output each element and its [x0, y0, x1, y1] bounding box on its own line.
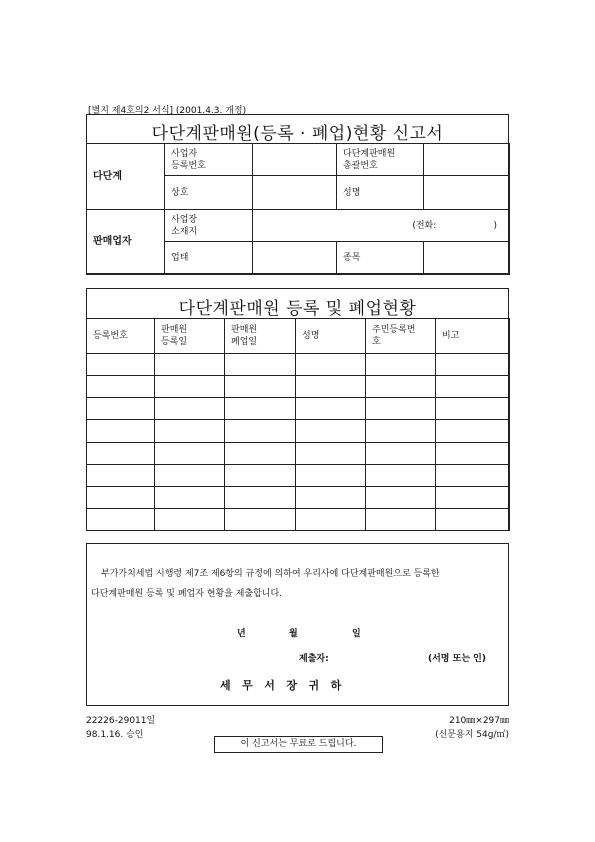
table-row [87, 464, 510, 486]
cell[interactable] [296, 508, 366, 530]
header-remarks: 비고 [436, 319, 510, 354]
seller-info-table [86, 143, 510, 275]
cell[interactable] [436, 398, 510, 420]
date-year-label: 년 [237, 629, 246, 639]
label-name: 성명 [337, 176, 424, 210]
label-seller-total-no: 다단계판매원 총괄번호 [337, 144, 424, 176]
cell[interactable] [436, 376, 510, 398]
cell[interactable] [296, 486, 366, 508]
value-item[interactable] [424, 242, 510, 275]
cell[interactable] [225, 376, 296, 398]
value-business-type[interactable] [253, 242, 337, 275]
table-row [87, 376, 510, 398]
header-reg-no: 등록번호 [87, 319, 155, 354]
submitter-label: 제출자: [299, 654, 329, 664]
cell[interactable] [436, 420, 510, 442]
cell[interactable] [155, 442, 225, 464]
signature-label: (서명 또는 인) [428, 654, 486, 664]
cell[interactable] [436, 354, 510, 376]
table-row [87, 486, 510, 508]
phone-field: (전화: ) [412, 220, 497, 231]
cell[interactable] [87, 354, 155, 376]
cell[interactable] [366, 420, 436, 442]
cell[interactable] [155, 464, 225, 486]
header-resident-no: 주민등록번 호 [366, 319, 436, 354]
cell[interactable] [155, 486, 225, 508]
declaration-text-line1: 부가가치세법 시행령 제7조 제6항의 규정에 의하여 우리사에 다단계판매원으로 등록한 [101, 569, 440, 579]
report-title: 다단계판매원(등록 · 폐업)현황 신고서 [151, 124, 444, 144]
value-trade-name[interactable] [253, 176, 337, 210]
form-code: 22226-29011일 [86, 716, 156, 726]
date-day-label: 일 [352, 629, 361, 639]
label-item: 종목 [337, 242, 424, 275]
side-label-top: 다단계 [87, 144, 165, 210]
header-reg-date: 판매원 등록일 [155, 319, 225, 354]
table-row [87, 420, 510, 442]
table-row [87, 508, 510, 530]
cell[interactable] [225, 508, 296, 530]
date-month-label: 월 [289, 629, 298, 639]
cell[interactable] [225, 420, 296, 442]
cell[interactable] [155, 508, 225, 530]
cell[interactable] [87, 486, 155, 508]
cell[interactable] [225, 486, 296, 508]
cell[interactable] [436, 442, 510, 464]
form-reference: [별지 제4호의2 서식] (2001.4.3. 개정) [88, 106, 247, 116]
cell[interactable] [296, 420, 366, 442]
value-location[interactable] [253, 210, 510, 242]
cell[interactable] [366, 354, 436, 376]
value-name[interactable] [424, 176, 510, 210]
cell[interactable] [296, 376, 366, 398]
value-biz-reg-no[interactable] [253, 144, 337, 176]
cell[interactable] [296, 398, 366, 420]
status-table [86, 318, 510, 531]
side-label-bottom: 판매업자 [87, 210, 165, 275]
label-trade-name: 상호 [165, 176, 253, 210]
paper-type: (신문용지 54g/㎡) [435, 730, 509, 740]
declaration-text-line2: 다단계판매원 등록 및 폐업자 현황을 제출합니다. [91, 589, 283, 599]
status-header-row [87, 319, 510, 354]
label-location: 사업장 소재지 [165, 210, 253, 242]
cell[interactable] [155, 398, 225, 420]
cell[interactable] [87, 398, 155, 420]
cell[interactable] [436, 508, 510, 530]
cell[interactable] [296, 442, 366, 464]
value-seller-total-no[interactable] [424, 144, 510, 176]
status-title: 다단계판매원 등록 및 폐업현황 [178, 299, 417, 319]
cell[interactable] [225, 398, 296, 420]
cell[interactable] [155, 354, 225, 376]
header-close-date: 판매원 폐업일 [225, 319, 296, 354]
cell[interactable] [296, 354, 366, 376]
paper-size: 210㎜×297㎜ [449, 716, 509, 726]
recipient-label: 세 무 서 장 귀 하 [220, 679, 342, 692]
cell[interactable] [366, 486, 436, 508]
header-name: 성명 [296, 319, 366, 354]
label-business-type: 업태 [165, 242, 253, 275]
cell[interactable] [296, 464, 366, 486]
approval-date: 98.1.16. 승인 [86, 730, 144, 740]
declaration-section [86, 543, 509, 706]
cell[interactable] [366, 398, 436, 420]
cell[interactable] [87, 442, 155, 464]
cell[interactable] [225, 354, 296, 376]
cell[interactable] [87, 420, 155, 442]
table-row [87, 398, 510, 420]
cell[interactable] [366, 442, 436, 464]
table-row [87, 442, 510, 464]
cell[interactable] [436, 486, 510, 508]
free-notice: 이 신고서는 무료로 드립니다. [214, 736, 383, 753]
cell[interactable] [366, 508, 436, 530]
cell[interactable] [87, 508, 155, 530]
cell[interactable] [155, 420, 225, 442]
cell[interactable] [225, 442, 296, 464]
cell[interactable] [87, 464, 155, 486]
cell[interactable] [87, 376, 155, 398]
cell[interactable] [366, 376, 436, 398]
cell[interactable] [436, 464, 510, 486]
cell[interactable] [155, 376, 225, 398]
cell[interactable] [366, 464, 436, 486]
label-biz-reg-no: 사업자 등록번호 [165, 144, 253, 176]
table-row [87, 354, 510, 376]
cell[interactable] [225, 464, 296, 486]
